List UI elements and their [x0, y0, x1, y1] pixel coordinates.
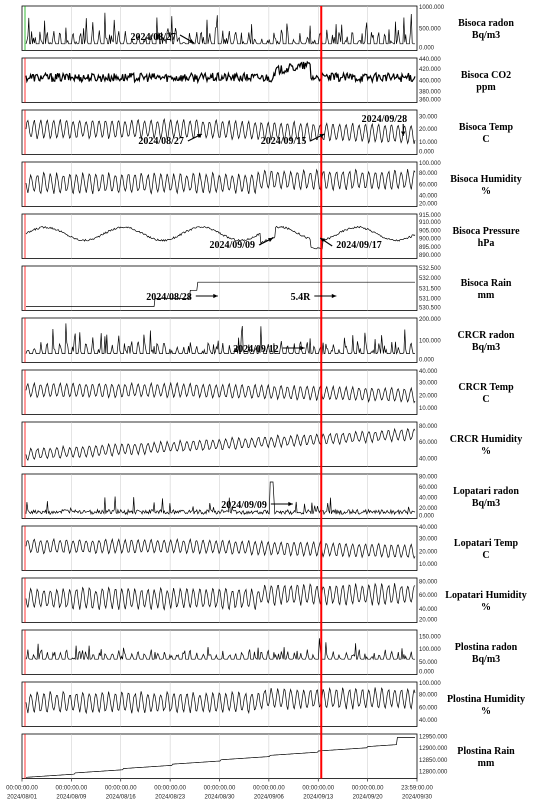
panel-label: Plostina Humidity — [446, 694, 526, 706]
x-tick-date: 2024/08/30 — [204, 794, 235, 801]
panel-unit: % — [481, 706, 491, 718]
panel-3 — [22, 110, 514, 156]
x-tick-date: 2024/09/30 — [401, 794, 433, 801]
x-tick-time: 00:00:00.00 — [6, 785, 38, 792]
panel-label: Lopatari Humidity — [445, 590, 527, 602]
annotation-label: 2024/08/27 — [130, 32, 176, 43]
x-tick-date: 2024/08/01 — [6, 794, 38, 801]
annotation-label: 2024/09/09 — [209, 240, 255, 251]
y-tick-label: 100.000 — [419, 681, 441, 687]
panel-unit: C — [482, 394, 490, 406]
panel-unit: C — [482, 550, 490, 562]
y-tick-label: 100.000 — [419, 161, 441, 167]
y-tick-label: 20.000 — [419, 549, 438, 556]
annotation-label: 2024/08/27 — [138, 136, 184, 147]
y-tick-label: 0.000 — [419, 45, 435, 52]
y-tick-label: 80.000 — [419, 424, 438, 431]
y-tick-label: 531.000 — [419, 296, 441, 303]
panel-label: Lopatari Temp — [453, 538, 519, 550]
x-tick-time: 00:00:00.00 — [203, 785, 236, 792]
annotation-label: 2024/09/15 — [260, 136, 307, 147]
y-tick-label: 400.000 — [419, 78, 441, 85]
panel-4 — [22, 161, 522, 208]
panel-unit: Bq/m3 — [471, 342, 501, 354]
y-tick-label: 20.000 — [419, 201, 438, 208]
annotation-label: 2024/09/17 — [336, 240, 382, 251]
annotation-label: 2024/09/12 — [233, 344, 279, 355]
y-tick-label: 80.000 — [419, 474, 438, 481]
panel-label: Bisoca Humidity — [450, 174, 522, 186]
x-tick-date: 2024/08/16 — [105, 794, 136, 801]
annotation-label: 2024/09/09 — [221, 500, 267, 511]
panel-unit: ppm — [476, 82, 496, 94]
panel-unit: Bq/m3 — [471, 498, 501, 510]
y-tick-label: 20.000 — [419, 617, 438, 624]
y-tick-label: 20.000 — [419, 393, 438, 400]
y-tick-label: 12950.000 — [419, 734, 448, 741]
panel-unit: Bq/m3 — [471, 654, 501, 666]
panel-unit: % — [481, 186, 491, 198]
x-tick-time: 00:00:00.00 — [351, 785, 384, 792]
panel-label: CRCR Temp — [458, 382, 514, 394]
y-tick-label: 30.000 — [419, 536, 438, 543]
panel-1 — [22, 5, 514, 52]
x-tick-time: 00:00:00.00 — [302, 785, 335, 792]
y-tick-label: 40.000 — [419, 456, 438, 463]
y-tick-label: 80.000 — [419, 171, 438, 178]
y-tick-label: 30.000 — [419, 114, 438, 121]
y-tick-label: 80.000 — [419, 692, 438, 699]
y-tick-label: 890.000 — [419, 253, 441, 260]
panel-label: Bisoca Temp — [458, 122, 514, 134]
y-tick-label: 10.000 — [419, 139, 438, 146]
x-tick-date: 2024/09/20 — [352, 794, 383, 801]
x-tick-time: 00:00:00.00 — [104, 785, 137, 792]
y-tick-label: 20.000 — [419, 506, 438, 513]
y-tick-label: 532.500 — [419, 266, 441, 273]
y-tick-label: 60.000 — [419, 485, 438, 492]
panel-10 — [22, 474, 519, 520]
y-tick-label: 12900.000 — [419, 746, 448, 753]
panel-14 — [22, 681, 525, 727]
y-tick-label: 531.500 — [419, 286, 441, 293]
panel-5 — [22, 213, 520, 259]
panel-8 — [22, 369, 514, 415]
panel-15 — [22, 734, 515, 779]
y-tick-label: 0.000 — [419, 669, 435, 676]
annotation-label: 2024/08/28 — [146, 292, 192, 303]
panel-unit: mm — [477, 758, 495, 770]
y-tick-label: 30.000 — [419, 380, 438, 387]
panel-label: Bisoca CO2 — [460, 70, 512, 82]
panel-label: CRCR Humidity — [449, 434, 523, 446]
y-tick-label: 0.000 — [419, 149, 435, 156]
y-tick-label: 12850.000 — [419, 757, 448, 764]
panel-13 — [22, 630, 518, 676]
y-tick-label: 380.000 — [419, 89, 441, 96]
y-tick-label: 420.000 — [419, 67, 441, 74]
y-tick-label: 50.000 — [419, 659, 438, 666]
y-tick-label: 60.000 — [419, 593, 438, 600]
y-tick-label: 910.000 — [419, 220, 441, 227]
x-tick-time: 00:00:00.00 — [154, 785, 186, 792]
y-tick-label: 500.000 — [419, 26, 441, 33]
panel-unit: Bq/m3 — [471, 30, 501, 42]
panels-group — [22, 5, 527, 779]
y-tick-label: 10.000 — [419, 406, 438, 413]
y-tick-label: 100.000 — [419, 647, 441, 654]
panel-label: Bisoca radon — [458, 18, 514, 30]
panel-label: Bisoca Rain — [460, 278, 512, 290]
x-tick-time: 00:00:00.00 — [55, 785, 88, 792]
y-tick-label: 0.000 — [419, 513, 435, 520]
panel-2 — [22, 57, 511, 104]
y-tick-label: 150.000 — [419, 634, 441, 641]
panel-label: Plostina Rain — [457, 746, 515, 758]
panel-label: Plostina radon — [454, 642, 518, 654]
y-tick-label: 905.000 — [419, 228, 441, 235]
x-tick-date: 2024/08/23 — [155, 794, 186, 801]
y-tick-label: 915.000 — [419, 213, 441, 219]
x-axis — [6, 779, 433, 801]
y-tick-label: 532.000 — [419, 276, 441, 283]
y-tick-label: 20.000 — [419, 127, 438, 134]
y-tick-label: 40.000 — [419, 525, 438, 531]
y-tick-label: 40.000 — [419, 369, 438, 375]
y-tick-label: 40.000 — [419, 606, 438, 613]
panel-label: CRCR radon — [457, 330, 515, 342]
y-tick-label: 12800.000 — [419, 769, 448, 776]
panel-unit: % — [481, 602, 491, 614]
annotation-label: 5.4R — [290, 292, 311, 303]
y-tick-label: 60.000 — [419, 182, 438, 189]
y-tick-label: 440.000 — [419, 57, 441, 63]
x-tick-date: 2024/08/09 — [56, 794, 87, 801]
y-tick-label: 0.000 — [419, 357, 435, 364]
panel-unit: % — [481, 446, 491, 458]
y-tick-label: 40.000 — [419, 718, 438, 725]
y-tick-label: 60.000 — [419, 440, 438, 447]
y-tick-label: 80.000 — [419, 579, 438, 586]
annotation-label: 2024/09/28 — [361, 114, 408, 125]
y-tick-label: 10.000 — [419, 562, 438, 569]
x-tick-date: 2024/09/13 — [303, 794, 334, 801]
panel-label: Bisoca Pressure — [452, 226, 520, 238]
y-tick-label: 100.000 — [419, 338, 441, 345]
panel-7 — [22, 317, 515, 364]
panel-6 — [22, 266, 512, 312]
x-tick-date: 2024/09/06 — [253, 794, 284, 801]
panel-unit: C — [482, 134, 490, 146]
y-tick-label: 530.500 — [419, 305, 441, 312]
y-tick-label: 200.000 — [419, 317, 441, 323]
y-tick-label: 40.000 — [419, 495, 438, 502]
panel-11 — [22, 525, 519, 571]
y-tick-label: 40.000 — [419, 193, 438, 200]
panel-label: Lopatari radon — [453, 486, 519, 498]
panel-unit: mm — [477, 290, 495, 302]
y-tick-label: 360.000 — [419, 97, 441, 104]
panel-9 — [22, 422, 522, 467]
x-tick-time: 23:59:00.00 — [401, 785, 433, 792]
x-tick-time: 00:00:00.00 — [253, 785, 285, 792]
y-tick-label: 1000.000 — [419, 5, 445, 11]
panel-12 — [22, 578, 527, 624]
y-tick-label: 60.000 — [419, 705, 438, 712]
y-tick-label: 895.000 — [419, 244, 441, 251]
panel-unit: hPa — [477, 238, 495, 250]
y-tick-label: 900.000 — [419, 236, 441, 243]
